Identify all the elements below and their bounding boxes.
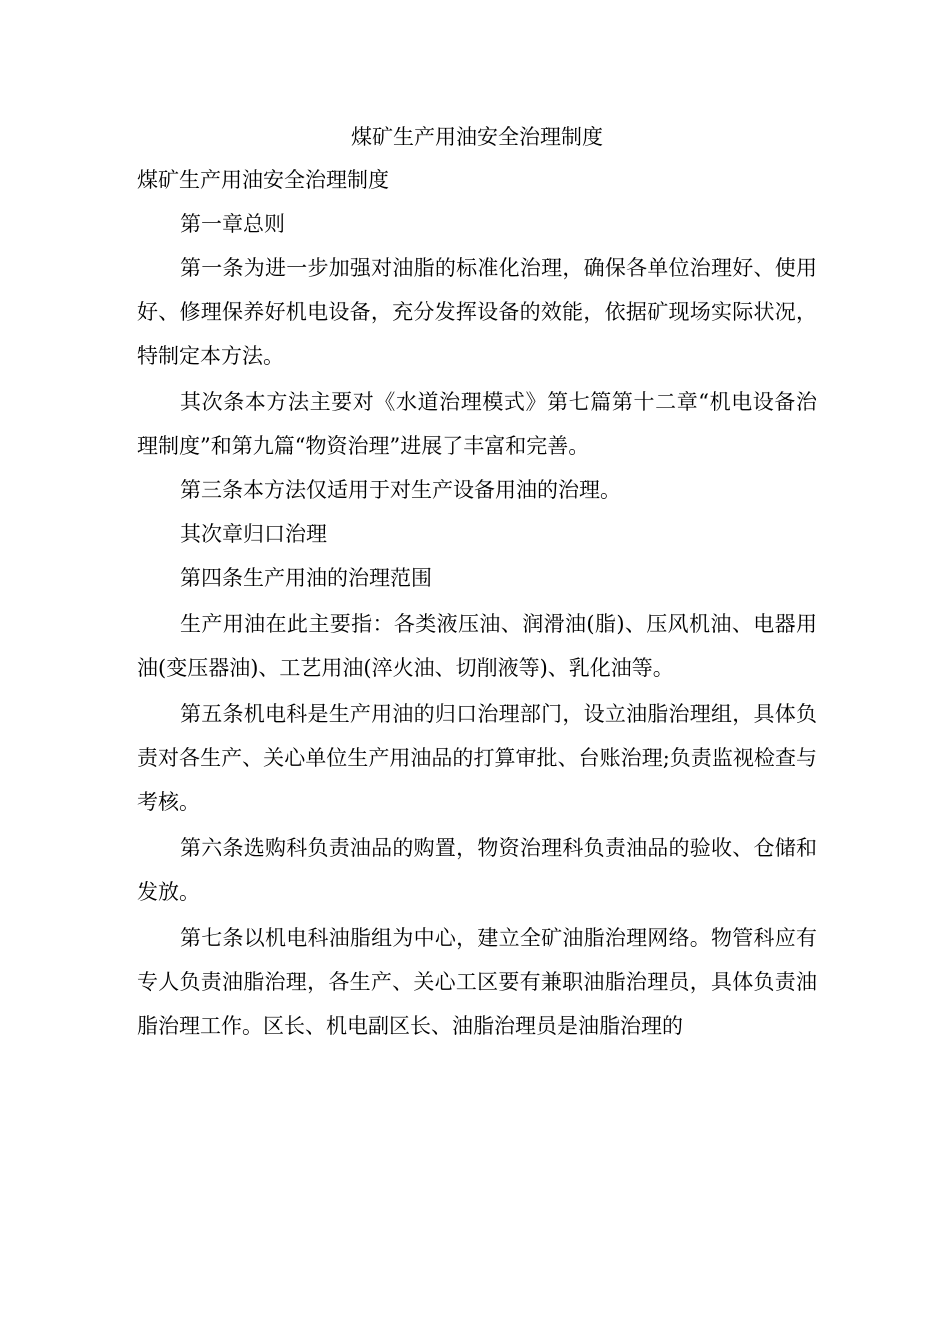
chapter-heading-2: 其次章归口治理	[180, 522, 327, 546]
article-3: 第三条本方法仅适用于对生产设备用油的治理。	[180, 478, 621, 502]
document-subtitle: 煤矿生产用油安全治理制度	[137, 168, 389, 192]
article-5: 第五条机电科是生产用油的归口治理部门，设立油脂治理组，具体负责对各生产、关心单位生产用油品的打算审批、台账治理;负责监视检查与考核。	[137, 702, 817, 814]
chapter-heading-1: 第一章总则	[180, 212, 285, 236]
document-title: 煤矿生产用油安全治理制度	[351, 125, 603, 149]
article-1: 第一条为进一步加强对油脂的标准化治理，确保各单位治理好、使用好、修理保养好机电设备，充分发挥设备的效能，依据矿现场实际状况，特制定本方法。	[137, 256, 817, 368]
article-6: 第六条选购科负责油品的购置，物资治理科负责油品的验收、仓储和发放。	[137, 836, 817, 904]
document-body	[137, 122, 817, 1048]
article-4-detail: 生产用油在此主要指：各类液压油、润滑油(脂)、压风机油、电器用油(变压器油)、工艺用油(淬火油、切削液等)、乳化油等。	[137, 612, 817, 680]
article-2: 其次条本方法主要对《水道治理模式》第七篇第十二章“机电设备治理制度”和第九篇“物资治理”进展了丰富和完善。	[137, 390, 817, 458]
article-4: 第四条生产用油的治理范围	[180, 566, 432, 590]
article-7: 第七条以机电科油脂组为中心，建立全矿油脂治理网络。物管科应有专人负责油脂治理，各生产、关心工区要有兼职油脂治理员，具体负责油脂治理工作。区长、机电副区长、油脂治理员是油脂治理的	[137, 926, 817, 1038]
